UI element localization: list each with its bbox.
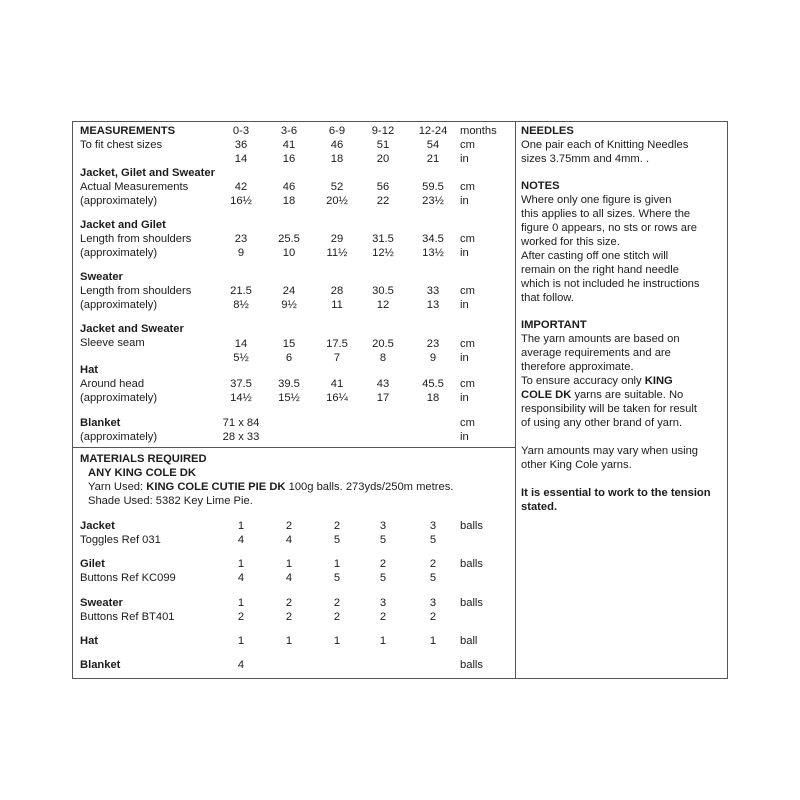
group-label: Length from shoulders	[80, 285, 192, 297]
balls-value: 1	[379, 635, 387, 647]
balls-unit: ball	[460, 635, 478, 647]
material-heading: Jacket	[80, 520, 115, 532]
tension-line-2: stated.	[521, 501, 558, 513]
group-label: Sleeve seam	[80, 337, 145, 349]
cm-value: 30.5	[372, 285, 394, 297]
accessory-count: 5	[379, 572, 387, 584]
material-accessory: Toggles Ref 031	[80, 534, 161, 546]
important-line-1: The yarn amounts are based on	[521, 333, 680, 345]
cm-value: 15	[282, 338, 296, 350]
accessory-count: 4	[285, 534, 293, 546]
balls-value: 3	[429, 520, 437, 532]
chest-cm-value: 54	[426, 139, 440, 151]
balls-unit: balls	[460, 558, 484, 570]
group-heading: Jacket, Gilet and Sweater	[80, 167, 215, 179]
yarn-details: 100g balls. 273yds/250m metres.	[288, 481, 454, 493]
material-heading: Hat	[80, 635, 99, 647]
materials-heading: MATERIALS REQUIRED	[80, 453, 207, 465]
balls-value: 2	[379, 558, 387, 570]
notes-line-3: figure 0 appears, no sts or rows are	[521, 222, 697, 234]
in-value: 23½	[422, 195, 444, 207]
cm-value: 23	[234, 233, 248, 245]
unit-cm: cm	[460, 285, 475, 297]
important-section	[521, 318, 711, 514]
balls-value: 1	[237, 635, 245, 647]
important-line-7: of using any other brand of yarn.	[521, 417, 683, 429]
cm-value: 17.5	[326, 338, 348, 350]
balls-value: 1	[237, 597, 245, 609]
accessory-count: 4	[237, 534, 245, 546]
material-accessory: Buttons Ref KC099	[80, 572, 176, 584]
balls-unit: balls	[460, 520, 484, 532]
cm-value: 29	[330, 233, 344, 245]
chest-in-value: 16	[282, 153, 296, 165]
balls-value: 2	[333, 520, 341, 532]
size-header: 0-3	[232, 125, 250, 137]
group-label: Actual Measurements	[80, 181, 189, 193]
chest-label: To fit chest sizes	[80, 139, 163, 151]
balls-value: 3	[379, 597, 387, 609]
balls-value: 2	[285, 520, 293, 532]
balls-value: 4	[237, 659, 245, 671]
measurements-heading: MEASUREMENTS	[80, 125, 176, 137]
needles-line-2: sizes 3.75mm and 4mm. .	[521, 153, 650, 165]
balls-value: 1	[429, 635, 437, 647]
cm-value: 25.5	[278, 233, 300, 245]
accessory-count: 2	[237, 611, 245, 623]
unit-cm: cm	[460, 338, 475, 350]
balls-value: 1	[285, 558, 293, 570]
in-value: 22	[376, 195, 390, 207]
unit-in: in	[460, 195, 469, 207]
brand-cole-dk: COLE DK	[521, 389, 572, 401]
cm-value: 56	[376, 181, 390, 193]
size-unit: months	[460, 125, 497, 137]
size-header: 9-12	[371, 125, 395, 137]
in-value: 13	[426, 299, 440, 311]
notes-line-8: that follow.	[521, 292, 574, 304]
material-heading: Blanket	[80, 659, 121, 671]
unit-in: in	[460, 352, 469, 364]
material-accessory: Buttons Ref BT401	[80, 611, 175, 623]
balls-value: 3	[429, 597, 437, 609]
yarn-note-line-1: Yarn amounts may vary when using	[521, 445, 699, 457]
important-line-5	[521, 388, 711, 402]
in-value: 12	[376, 299, 390, 311]
balls-value: 2	[285, 597, 293, 609]
group-label-approx: (approximately)	[80, 195, 158, 207]
cm-value: 42	[234, 181, 248, 193]
balls-unit: balls	[460, 659, 484, 671]
column-divider	[515, 121, 516, 679]
important-line-3: therefore approximate.	[521, 361, 634, 373]
cm-value: 14	[234, 338, 248, 350]
group-label: Around head	[80, 378, 145, 390]
cm-value: 21.5	[230, 285, 252, 297]
cm-value: 43	[376, 378, 390, 390]
yarn-used-line	[88, 480, 453, 494]
in-value: 17	[376, 392, 390, 404]
balls-value: 1	[333, 558, 341, 570]
in-value: 18	[282, 195, 296, 207]
important-line-2: average requirements and are	[521, 347, 671, 359]
cm-value: 33	[426, 285, 440, 297]
in-value: 9½	[281, 299, 297, 311]
important-line-6: responsibility will be taken for result	[521, 403, 697, 415]
group-label-approx: (approximately)	[80, 247, 158, 259]
blanket-heading: Blanket	[80, 417, 121, 429]
in-value: 18	[426, 392, 440, 404]
materials-subtitle: ANY KING COLE DK	[88, 467, 196, 479]
in-value: 11½	[326, 247, 348, 259]
chest-in-value: 18	[330, 153, 344, 165]
needles-section	[521, 124, 688, 166]
yarn-name: KING COLE CUTIE PIE DK	[146, 481, 286, 493]
important-line-4-text: To ensure accuracy only	[521, 375, 645, 387]
accessory-count: 5	[333, 534, 341, 546]
in-value: 12½	[372, 247, 394, 259]
important-heading: IMPORTANT	[521, 319, 587, 331]
chest-in-value: 21	[426, 153, 440, 165]
accessory-count: 2	[429, 611, 437, 623]
in-value: 7	[333, 352, 341, 364]
unit-in: in	[460, 153, 469, 165]
material-heading: Gilet	[80, 558, 105, 570]
cm-value: 59.5	[422, 181, 444, 193]
in-value: 16½	[230, 195, 252, 207]
balls-value: 2	[333, 597, 341, 609]
accessory-count: 4	[237, 572, 245, 584]
in-value: 16¼	[326, 392, 348, 404]
notes-section	[521, 179, 699, 305]
cm-value: 46	[282, 181, 296, 193]
cm-value: 52	[330, 181, 344, 193]
in-value: 10	[282, 247, 296, 259]
balls-unit: balls	[460, 597, 484, 609]
group-label-approx: (approximately)	[80, 392, 158, 404]
chest-in-value: 14	[234, 153, 248, 165]
in-value: 20½	[326, 195, 348, 207]
cm-value: 41	[330, 378, 344, 390]
notes-heading: NOTES	[521, 180, 560, 192]
unit-in: in	[460, 431, 469, 443]
balls-value: 2	[429, 558, 437, 570]
unit-cm: cm	[460, 181, 475, 193]
unit-cm: cm	[460, 417, 475, 429]
unit-in: in	[460, 299, 469, 311]
cm-value: 34.5	[422, 233, 444, 245]
accessory-count: 4	[285, 572, 293, 584]
cm-value: 20.5	[372, 338, 394, 350]
balls-value: 1	[237, 520, 245, 532]
cm-value: 39.5	[278, 378, 300, 390]
yarn-prefix: Yarn Used:	[88, 481, 144, 493]
in-value: 11	[331, 299, 343, 311]
cm-value: 24	[282, 285, 296, 297]
notes-line-4: worked for this size.	[521, 236, 620, 248]
group-heading: Hat	[80, 364, 99, 376]
needles-heading: NEEDLES	[521, 125, 574, 137]
group-heading: Jacket and Gilet	[80, 219, 166, 231]
unit-cm: cm	[460, 139, 475, 151]
brand-king: KING	[644, 375, 673, 387]
unit-in: in	[460, 392, 469, 404]
in-value: 5½	[233, 352, 249, 364]
size-header: 12-24	[418, 125, 448, 137]
notes-line-1: Where only one figure is given	[521, 194, 672, 206]
accessory-count: 2	[333, 611, 341, 623]
important-line-4	[521, 374, 711, 388]
group-label-approx: (approximately)	[80, 299, 158, 311]
chest-cm-value: 36	[234, 139, 248, 151]
balls-value: 3	[379, 520, 387, 532]
size-header: 3-6	[280, 125, 298, 137]
blanket-label-approx: (approximately)	[80, 431, 158, 443]
chest-in-value: 20	[376, 153, 390, 165]
balls-value: 1	[237, 558, 245, 570]
accessory-count: 2	[379, 611, 387, 623]
notes-line-6: remain on the right hand needle	[521, 264, 679, 276]
unit-in: in	[460, 247, 469, 259]
unit-cm: cm	[460, 378, 475, 390]
in-value: 9	[237, 247, 245, 259]
in-value: 13½	[422, 247, 444, 259]
cm-value: 37.5	[230, 378, 252, 390]
size-header: 6-9	[328, 125, 346, 137]
in-value: 8	[379, 352, 387, 364]
notes-line-5: After casting off one stitch will	[521, 250, 669, 262]
unit-cm: cm	[460, 233, 475, 245]
cm-value: 31.5	[372, 233, 394, 245]
balls-value: 1	[285, 635, 293, 647]
chest-cm-value: 46	[330, 139, 344, 151]
group-label: Length from shoulders	[80, 233, 192, 245]
tension-line-1: It is essential to work to the tension	[521, 487, 711, 499]
shade-used-line: Shade Used: 5382 Key Lime Pie.	[88, 495, 253, 507]
needles-line-1: One pair each of Knitting Needles	[521, 139, 689, 151]
balls-value: 1	[333, 635, 341, 647]
in-value: 6	[285, 352, 293, 364]
yarn-note-line-2: other King Cole yarns.	[521, 459, 632, 471]
in-value: 9	[429, 352, 437, 364]
in-value: 15½	[278, 392, 300, 404]
section-divider	[72, 447, 516, 448]
chest-cm-value: 41	[282, 139, 296, 151]
accessory-count: 5	[333, 572, 341, 584]
in-value: 8½	[233, 299, 249, 311]
cm-value: 28	[330, 285, 344, 297]
blanket-in-value: 28 x 33	[222, 431, 260, 443]
accessory-count: 5	[429, 534, 437, 546]
blanket-cm-value: 71 x 84	[222, 417, 260, 429]
accessory-count: 5	[429, 572, 437, 584]
accessory-count: 5	[379, 534, 387, 546]
important-line-5-text: yarns are suitable. No	[571, 389, 684, 401]
accessory-count: 2	[285, 611, 293, 623]
notes-line-2: this applies to all sizes. Where the	[521, 208, 691, 220]
material-heading: Sweater	[80, 597, 123, 609]
group-heading: Sweater	[80, 271, 123, 283]
cm-value: 45.5	[422, 378, 444, 390]
group-heading: Jacket and Sweater	[80, 323, 184, 335]
cm-value: 23	[426, 338, 440, 350]
notes-line-7: which is not included he instructions	[521, 278, 700, 290]
in-value: 14½	[230, 392, 252, 404]
chest-cm-value: 51	[376, 139, 390, 151]
